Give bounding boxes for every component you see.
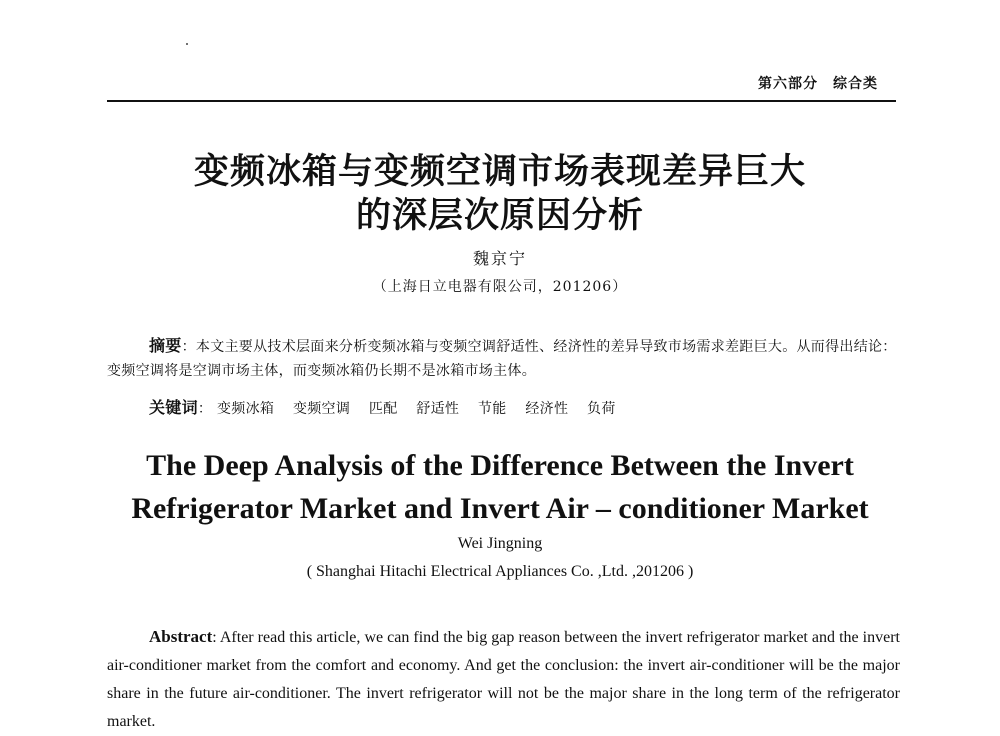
keyword: 节能 — [477, 401, 507, 417]
zh-keywords-label: 关键词 — [149, 398, 198, 417]
scan-speck — [186, 43, 188, 45]
en-author: Wei Jingning — [457, 535, 543, 552]
keyword: 经济性 — [525, 401, 569, 417]
section-label: 第六部分 综合类 — [758, 76, 878, 92]
zh-affiliation: （上海日立电器有限公司，201206） — [372, 279, 628, 295]
zh-abstract-paragraph — [107, 334, 900, 383]
en-abstract-paragraph — [107, 623, 900, 736]
en-abstract — [107, 623, 900, 736]
keyword: 负荷 — [587, 401, 616, 417]
en-abstract-label: Abstract — [149, 627, 213, 646]
keyword: 变频冰箱 — [216, 401, 275, 417]
keyword: 舒适性 — [416, 401, 460, 417]
en-affiliation: ( Shanghai Hitachi Electrical Appliances Co. ,Ltd. ,201206 ) — [306, 563, 694, 580]
zh-abstract-text: ：本文主要从技术层面来分析变频冰箱与变频空调舒适性、经济性的差异导致市场需求差距巨大。从而得出结论：变频空调将是空调市场主体，而变频冰箱仍长期不是冰箱市场主体。 — [107, 339, 897, 379]
en-title-line-1: The Deep Analysis of the Difference Between the Invert — [146, 449, 854, 482]
zh-abstract-label: 摘要 — [149, 336, 182, 355]
keyword: 匹配 — [368, 401, 398, 417]
zh-abstract — [107, 334, 900, 383]
zh-keywords-separator: ： — [197, 401, 213, 417]
zh-keywords — [149, 395, 630, 418]
en-abstract-text: : After read this article, we can find the big gap reason between the invert refrigerator market and the invert air-conditioner market from the comfort and economy. And get the conclusion: the invert air-conditioner will be the major share in the future air-conditioner. The invert refrigerator will not be the major share in the long term of the refrigerator market. — [107, 629, 900, 730]
zh-title-line-2: 的深层次原因分析 — [355, 195, 644, 236]
zh-title-line-1: 变频冰箱与变频空调市场表现差异巨大 — [193, 151, 806, 192]
en-title-line-2: Refrigerator Market and Invert Air – conditioner Market — [131, 492, 869, 525]
zh-author: 魏京宁 — [472, 249, 527, 268]
keyword: 变频空调 — [292, 401, 351, 417]
header-rule — [107, 100, 896, 102]
